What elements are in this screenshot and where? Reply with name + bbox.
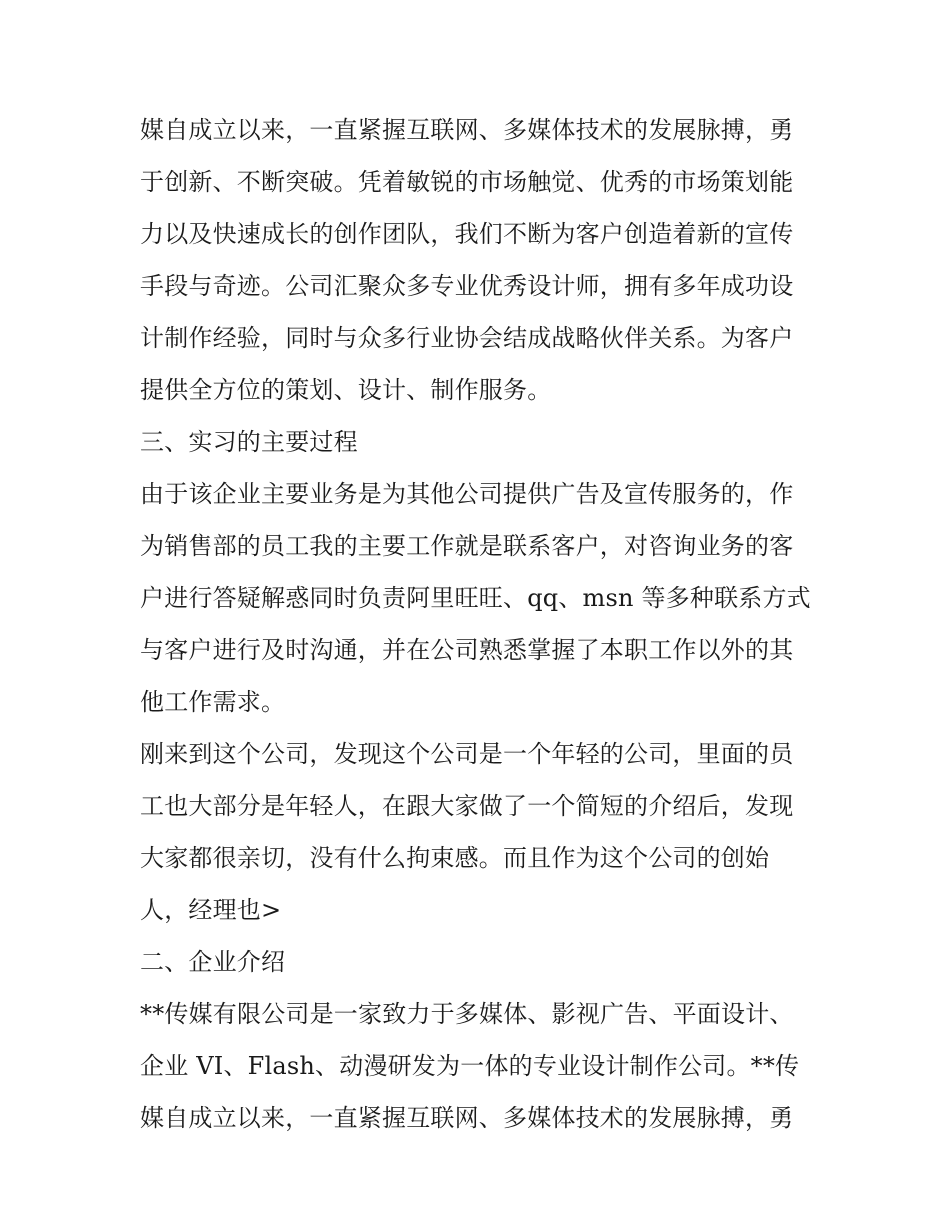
text-line: 他工作需求。 <box>140 688 286 716</box>
text-line: 媒自成立以来，一直紧握互联网、多媒体技术的发展脉搏，勇 <box>140 1104 794 1132</box>
text-line: 于创新、不断突破。凭着敏锐的市场触觉、优秀的市场策划能 <box>140 168 794 196</box>
text-line: 与客户进行及时沟通，并在公司熟悉掌握了本职工作以外的其 <box>140 636 794 664</box>
text-line: 为销售部的员工我的主要工作就是联系客户，对咨询业务的客 <box>140 532 794 560</box>
text-line: 力以及快速成长的创作团队，我们不断为客户创造着新的宣传 <box>140 220 794 248</box>
text-line: 大家都很亲切，没有什么拘束感。而且作为这个公司的创始 <box>140 844 770 872</box>
text-line: 人，经理也> <box>140 896 282 924</box>
section-heading: 三、实习的主要过程 <box>140 428 358 456</box>
text-line: **传媒有限公司是一家致力于多媒体、影视广告、平面设计、 <box>140 1000 794 1028</box>
text-line: 刚来到这个公司，发现这个公司是一个年轻的公司，里面的员 <box>140 740 794 768</box>
text-line: 手段与奇迹。公司汇聚众多专业优秀设计师，拥有多年成功设 <box>140 272 794 300</box>
section-heading: 二、企业介绍 <box>140 948 286 976</box>
text-line: 由于该企业主要业务是为其他公司提供广告及宣传服务的，作 <box>140 480 794 508</box>
text-line: 企业 VI、Flash、动漫研发为一体的专业设计制作公司。**传 <box>140 1052 800 1080</box>
text-line: 提供全方位的策划、设计、制作服务。 <box>140 376 552 404</box>
text-line: 媒自成立以来，一直紧握互联网、多媒体技术的发展脉搏，勇 <box>140 116 794 144</box>
text-line: 计制作经验，同时与众多行业协会结成战略伙伴关系。为客户 <box>140 324 794 352</box>
text-line: 户进行答疑解惑同时负责阿里旺旺、qq、msn 等多种联系方式 <box>140 584 811 612</box>
text-line: 工也大部分是年轻人，在跟大家做了一个简短的介绍后，发现 <box>140 792 794 820</box>
body-text <box>140 104 820 1144</box>
